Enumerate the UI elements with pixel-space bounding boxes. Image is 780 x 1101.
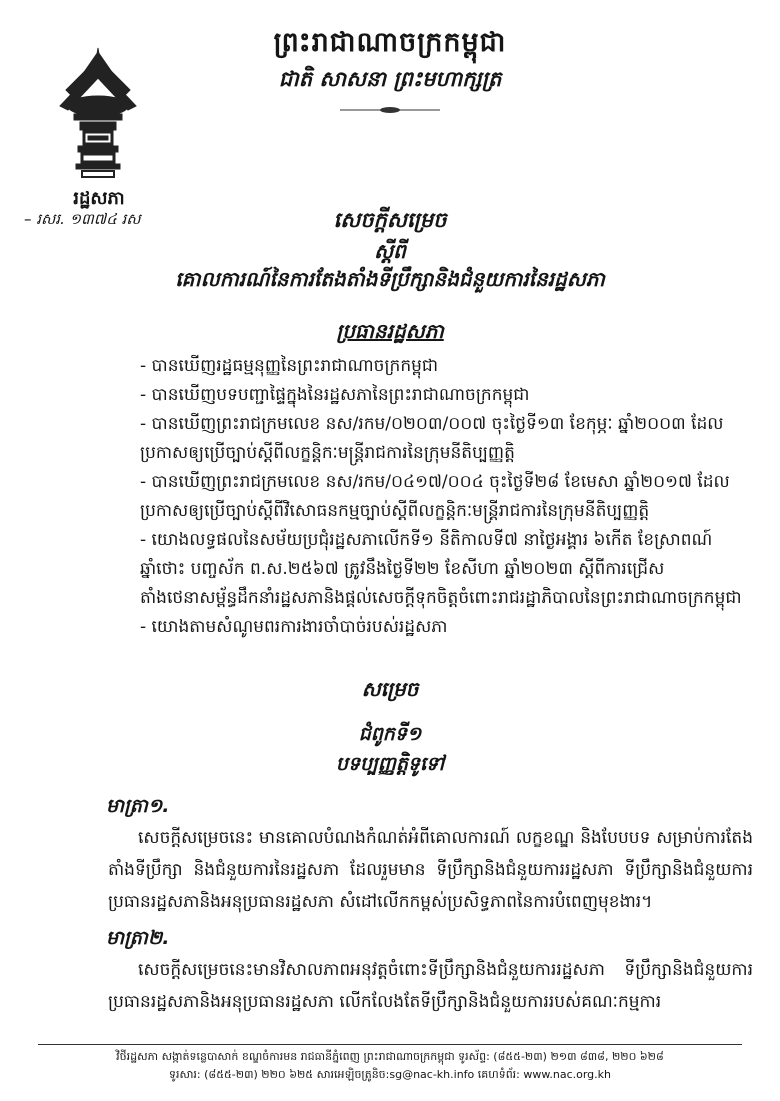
article-2-text: សេចក្តីសម្រេចនេះមានវិសាលភាពអនុវត្តចំពោះទីប្រឹក្សានិងជំនួយការរដ្ឋសភា ទីប្រឹក្សានិងជំនួយការប្រធានរដ្ឋសភានិងអនុប្រធានរដ្ឋសភា លើកលែងតែទីប្រឹក្សានិងជំនួយការរបស់គណៈកម្មការ bbox=[108, 960, 753, 1012]
legal-basis-item: - យោងលទ្ធផលនៃសម័យប្រជុំរដ្ឋសភាលើកទី១ នីតិកាលទី៧ នាថ្ងៃអង្គារ ៦កើត ខែស្រាពណ៍ ឆ្នាំថោះ បញ្ចស័ក ព.ស.២៥៦៧ ត្រូវនឹងថ្ងៃទី២២ ខែសីហា ឆ្នាំ២០២៣ ស្តីពីការជ្រើសតាំងថេនាសម្ព័ន្ធដឹកនាំរដ្ឋសភានិងផ្តល់សេចក្តីទុកចិត្តចំពោះរាជរដ្ឋាភិបាលនៃព្រះរាជាណាចក្រកម្ពុជា bbox=[140, 530, 742, 608]
legal-basis-item: - យោងតាមសំណូមពរការងារចាំបាច់របស់រដ្ឋសភា bbox=[140, 617, 448, 637]
legal-basis-item: - បានឃើញបទបញ្ជាផ្ទៃក្នុងនៃរដ្ឋសភានៃព្រះរាជាណាចក្រកម្ពុជា bbox=[140, 385, 530, 405]
chapter-number: ជំពូកទី១ bbox=[358, 723, 422, 745]
legal-basis-item: - បានឃើញរដ្ឋធម្មនុញ្ញនៃព្រះរាជាណាចក្រកម្ពុជា bbox=[140, 356, 439, 376]
chapter-title: បទប្បញ្ញត្តិទូទៅ bbox=[335, 753, 445, 775]
decision-subject: គោលការណ៍នៃការតែងតាំងទីប្រឹក្សានិងជំនួយការនៃរដ្ឋសភា bbox=[175, 267, 605, 291]
legal-basis-item: - បានឃើញព្រះរាជក្រមលេខ នស/រកម/០២០៣/០០៧ ចុះថ្ងៃទី១៣ ខែកុម្ភៈ ឆ្នាំ២០០៣ ដែលប្រកាសឲ្យប្រើច្បាប់ស្តីពីលក្ខន្តិកៈមន្ត្រីរាជការនៃក្រុមនីតិប្បញ្ញត្តិ bbox=[140, 414, 724, 463]
decision-title: សេចក្តីសម្រេច bbox=[333, 208, 447, 232]
institution-name: រដ្ឋសភា bbox=[73, 188, 125, 209]
decision-subject-label: ស្តីពី bbox=[374, 239, 406, 263]
footer-address: វិថីរដ្ឋសភា សង្កាត់ទន្លេបាសាក់ ខណ្ឌចំការមន រាជធានីភ្នំពេញ ព្រះរាជាណាចក្រកម្ពុជា ទូរស័ព្ទ: (៨៥៥-២៣) ២១៣ ៨៣៨, ២២០ ៦២៨ bbox=[116, 1050, 664, 1063]
decides-heading: សម្រេច bbox=[361, 677, 419, 701]
article-2-title: មាត្រា២. bbox=[106, 927, 170, 949]
legal-basis-list bbox=[140, 352, 750, 642]
article-1-title: មាត្រា១. bbox=[106, 795, 170, 817]
article-2-body bbox=[108, 954, 753, 1018]
national-motto: ជាតិ សាសនា ព្រះមហាក្សត្រ bbox=[278, 67, 502, 91]
footer-divider bbox=[38, 1044, 742, 1045]
footer-contact: ទូរសារ: (៨៥៥-២៣) ២២០ ៦២៥ សារអេឡិចត្រូនិច:sg@nac-kh.info គេហទំព័រ: www.nac.org.kh bbox=[168, 1068, 611, 1081]
document-number: – រសរ. ១៣៧៤ រស bbox=[24, 210, 141, 228]
article-1-text: សេចក្តីសម្រេចនេះ មានគោលបំណងកំណត់អំពីគោលការណ៍ លក្ខខណ្ឌ និងបែបបទ សម្រាប់ការតែងតាំងទីប្រឹក្សា និងជំនួយការនៃរដ្ឋសភា ដែលរួមមាន ទីប្រឹក្សានិងជំនួយការរដ្ឋសភា ទីប្រឹក្សានិងជំនួយការប្រធានរដ្ឋសភានិងអនុប្រធានរដ្ឋសភា សំដៅលើកកម្ពស់ប្រសិទ្ធភាពនៃការបំពេញមុខងារ។ bbox=[108, 828, 753, 912]
kingdom-heading: ព្រះរាជាណាចក្រកម្ពុជា bbox=[273, 27, 507, 58]
article-1-body bbox=[108, 822, 753, 918]
parliament-emblem bbox=[56, 44, 140, 182]
issuing-authority: ប្រធានរដ្ឋសភា bbox=[336, 319, 444, 343]
legal-basis-item: - បានឃើញព្រះរាជក្រមលេខ នស/រកម/០៤១៧/០០៤ ចុះថ្ងៃទី២៨ ខែមេសា ឆ្នាំ២០១៧ ដែលប្រកាសឲ្យប្រើច្បាប់ស្តីពីវិសោធនកម្មច្បាប់ស្តីពីលក្ខន្តិកៈមន្ត្រីរាជការនៃក្រុមនីតិប្បញ្ញត្តិ bbox=[140, 472, 730, 521]
divider-ornament bbox=[340, 104, 440, 116]
